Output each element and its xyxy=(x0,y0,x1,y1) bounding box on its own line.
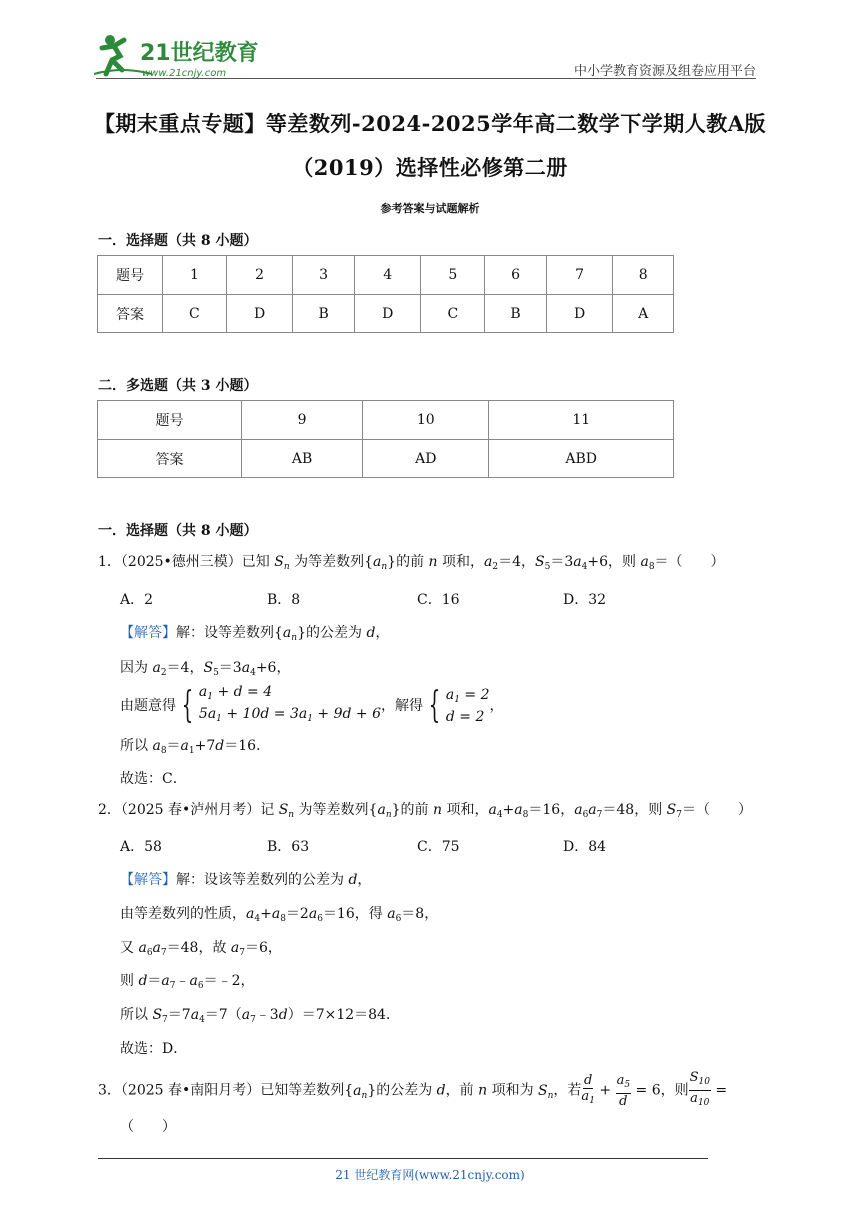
table-cell: AD xyxy=(363,440,489,478)
table-cell: D xyxy=(546,295,613,333)
table-cell: B xyxy=(485,295,547,333)
question-2: 2．（2025 春•泸州月考）记 $S_n$ 为等差数列$\{a_n\}$的前 n 项和，$a_4+a_8=16$，$a_6a_7=48$，则 $S_7=$（ ） xyxy=(98,802,752,820)
q1-solution-line: 所以 $a_8=a_1+7d=16$． xyxy=(120,738,271,756)
q2-option-c: C．75 xyxy=(417,839,460,855)
doc-title-line1: 【期末重点专题】等差数列-2024-2025学年高二数学下学期人教A版 xyxy=(93,111,767,136)
table-cell: 3 xyxy=(293,256,355,295)
table-cell: C xyxy=(163,295,227,333)
table-header-cell: 答案 xyxy=(98,440,242,478)
doc-title-line2: （2019）选择性必修第二册 xyxy=(292,155,568,180)
q1-solution-line: 因为 $a_2=4$，$S_5=3a_4+6$， xyxy=(120,660,291,678)
q1-option-b: B．8 xyxy=(267,592,301,608)
answer-table-multi xyxy=(97,400,674,478)
table-cell: 1 xyxy=(163,256,227,295)
table-header-cell: 题号 xyxy=(98,256,163,295)
logo-text: 21世纪教育 xyxy=(140,41,259,66)
q1-solution-line: 【解答】解：设等差数列$\{a_n\}$的公差为 d， xyxy=(120,625,390,643)
footer-rule xyxy=(98,1158,708,1159)
q1-solution-system: 由题意得 { $a_1 + d = 4$ $5a_1 + 10d = 3a_1 + 9d + 6$，解得 { $a_1 = 2$ d = 2， xyxy=(120,684,504,726)
table-cell: 7 xyxy=(546,256,613,295)
table-header-cell: 题号 xyxy=(98,401,242,440)
table-cell: 6 xyxy=(485,256,547,295)
q1-final: 故选：C． xyxy=(120,771,187,787)
q2-option-b: B．63 xyxy=(267,839,310,855)
table-cell: 10 xyxy=(363,401,489,440)
section-title-single-choice-solutions: 一．选择题（共 8 小题） xyxy=(98,523,258,539)
footer-text: 21 世纪教育网(www.21cnjy.com) xyxy=(335,1168,525,1182)
q2-solution-line: 又 $a_6a_7=48$，故 $a_7=6$， xyxy=(120,940,282,958)
solution-tag: 【解答】 xyxy=(120,872,176,888)
q2-solution-line: 由等差数列的性质，$a_4+a_8=2a_6=16$，得 $a_6=8$， xyxy=(120,906,439,924)
question-3: 3．（2025 春•南阳月考）已知等差数列$\{a_n\}$的公差为 d，前 n 项和为 $S_n$，若 $\frac{d}{a_1}$ + $\frac{a_5}{d}$ = 6，则 $\frac{S_{10}}{a_{10}}$ = xyxy=(98,1070,728,1109)
answer-table-single xyxy=(97,255,674,333)
question-1: 1．（2025•德州三模）已知 $S_n$ 为等差数列$\{a_n\}$的前 n 项和，$a_2=4$，$S_5=3a_4+6$，则 $a_8=$（ ） xyxy=(98,554,725,572)
table-cell: 11 xyxy=(489,401,674,440)
table-cell: C xyxy=(421,295,485,333)
table-cell: A xyxy=(613,295,674,333)
table-cell: D xyxy=(226,295,293,333)
q2-solution-line: 【解答】解：设该等差数列的公差为 d， xyxy=(120,872,372,888)
table-cell: 5 xyxy=(421,256,485,295)
doc-subtitle: 参考答案与试题解析 xyxy=(380,202,480,215)
table-cell: ABD xyxy=(489,440,674,478)
table-cell: 8 xyxy=(613,256,674,295)
table-cell: AB xyxy=(242,440,363,478)
q2-solution-line: 则 $d=a_7﹣a_6=﹣2$， xyxy=(120,973,255,991)
q3-blank: （ ） xyxy=(120,1119,176,1135)
table-cell: 2 xyxy=(226,256,293,295)
q2-option-d: D．84 xyxy=(563,839,607,855)
q2-final: 故选：D． xyxy=(120,1041,188,1057)
q1-option-c: C．16 xyxy=(417,592,460,608)
table-cell: 9 xyxy=(242,401,363,440)
q2-solution-line: 所以 $S_7=7a_4=7(a_7﹣3d)=7\times 12=84$． xyxy=(120,1007,400,1025)
table-cell: B xyxy=(293,295,355,333)
table-cell: D xyxy=(354,295,421,333)
platform-name: 中小学教育资源及组卷应用平台 xyxy=(573,64,756,79)
q1-option-a: A．2 xyxy=(120,592,154,608)
section-title-multi-choice: 二．多选题（共 3 小题） xyxy=(98,378,258,394)
table-cell: 4 xyxy=(354,256,421,295)
logo xyxy=(92,30,262,82)
section-title-single-choice: 一．选择题（共 8 小题） xyxy=(98,233,258,249)
q2-option-a: A．58 xyxy=(120,839,162,855)
logo-url: www.21cnjy.com xyxy=(142,68,227,79)
q1-option-d: D．32 xyxy=(563,592,607,608)
header-rule xyxy=(96,78,756,79)
table-header-cell: 答案 xyxy=(98,295,163,333)
solution-tag: 【解答】 xyxy=(120,625,176,641)
